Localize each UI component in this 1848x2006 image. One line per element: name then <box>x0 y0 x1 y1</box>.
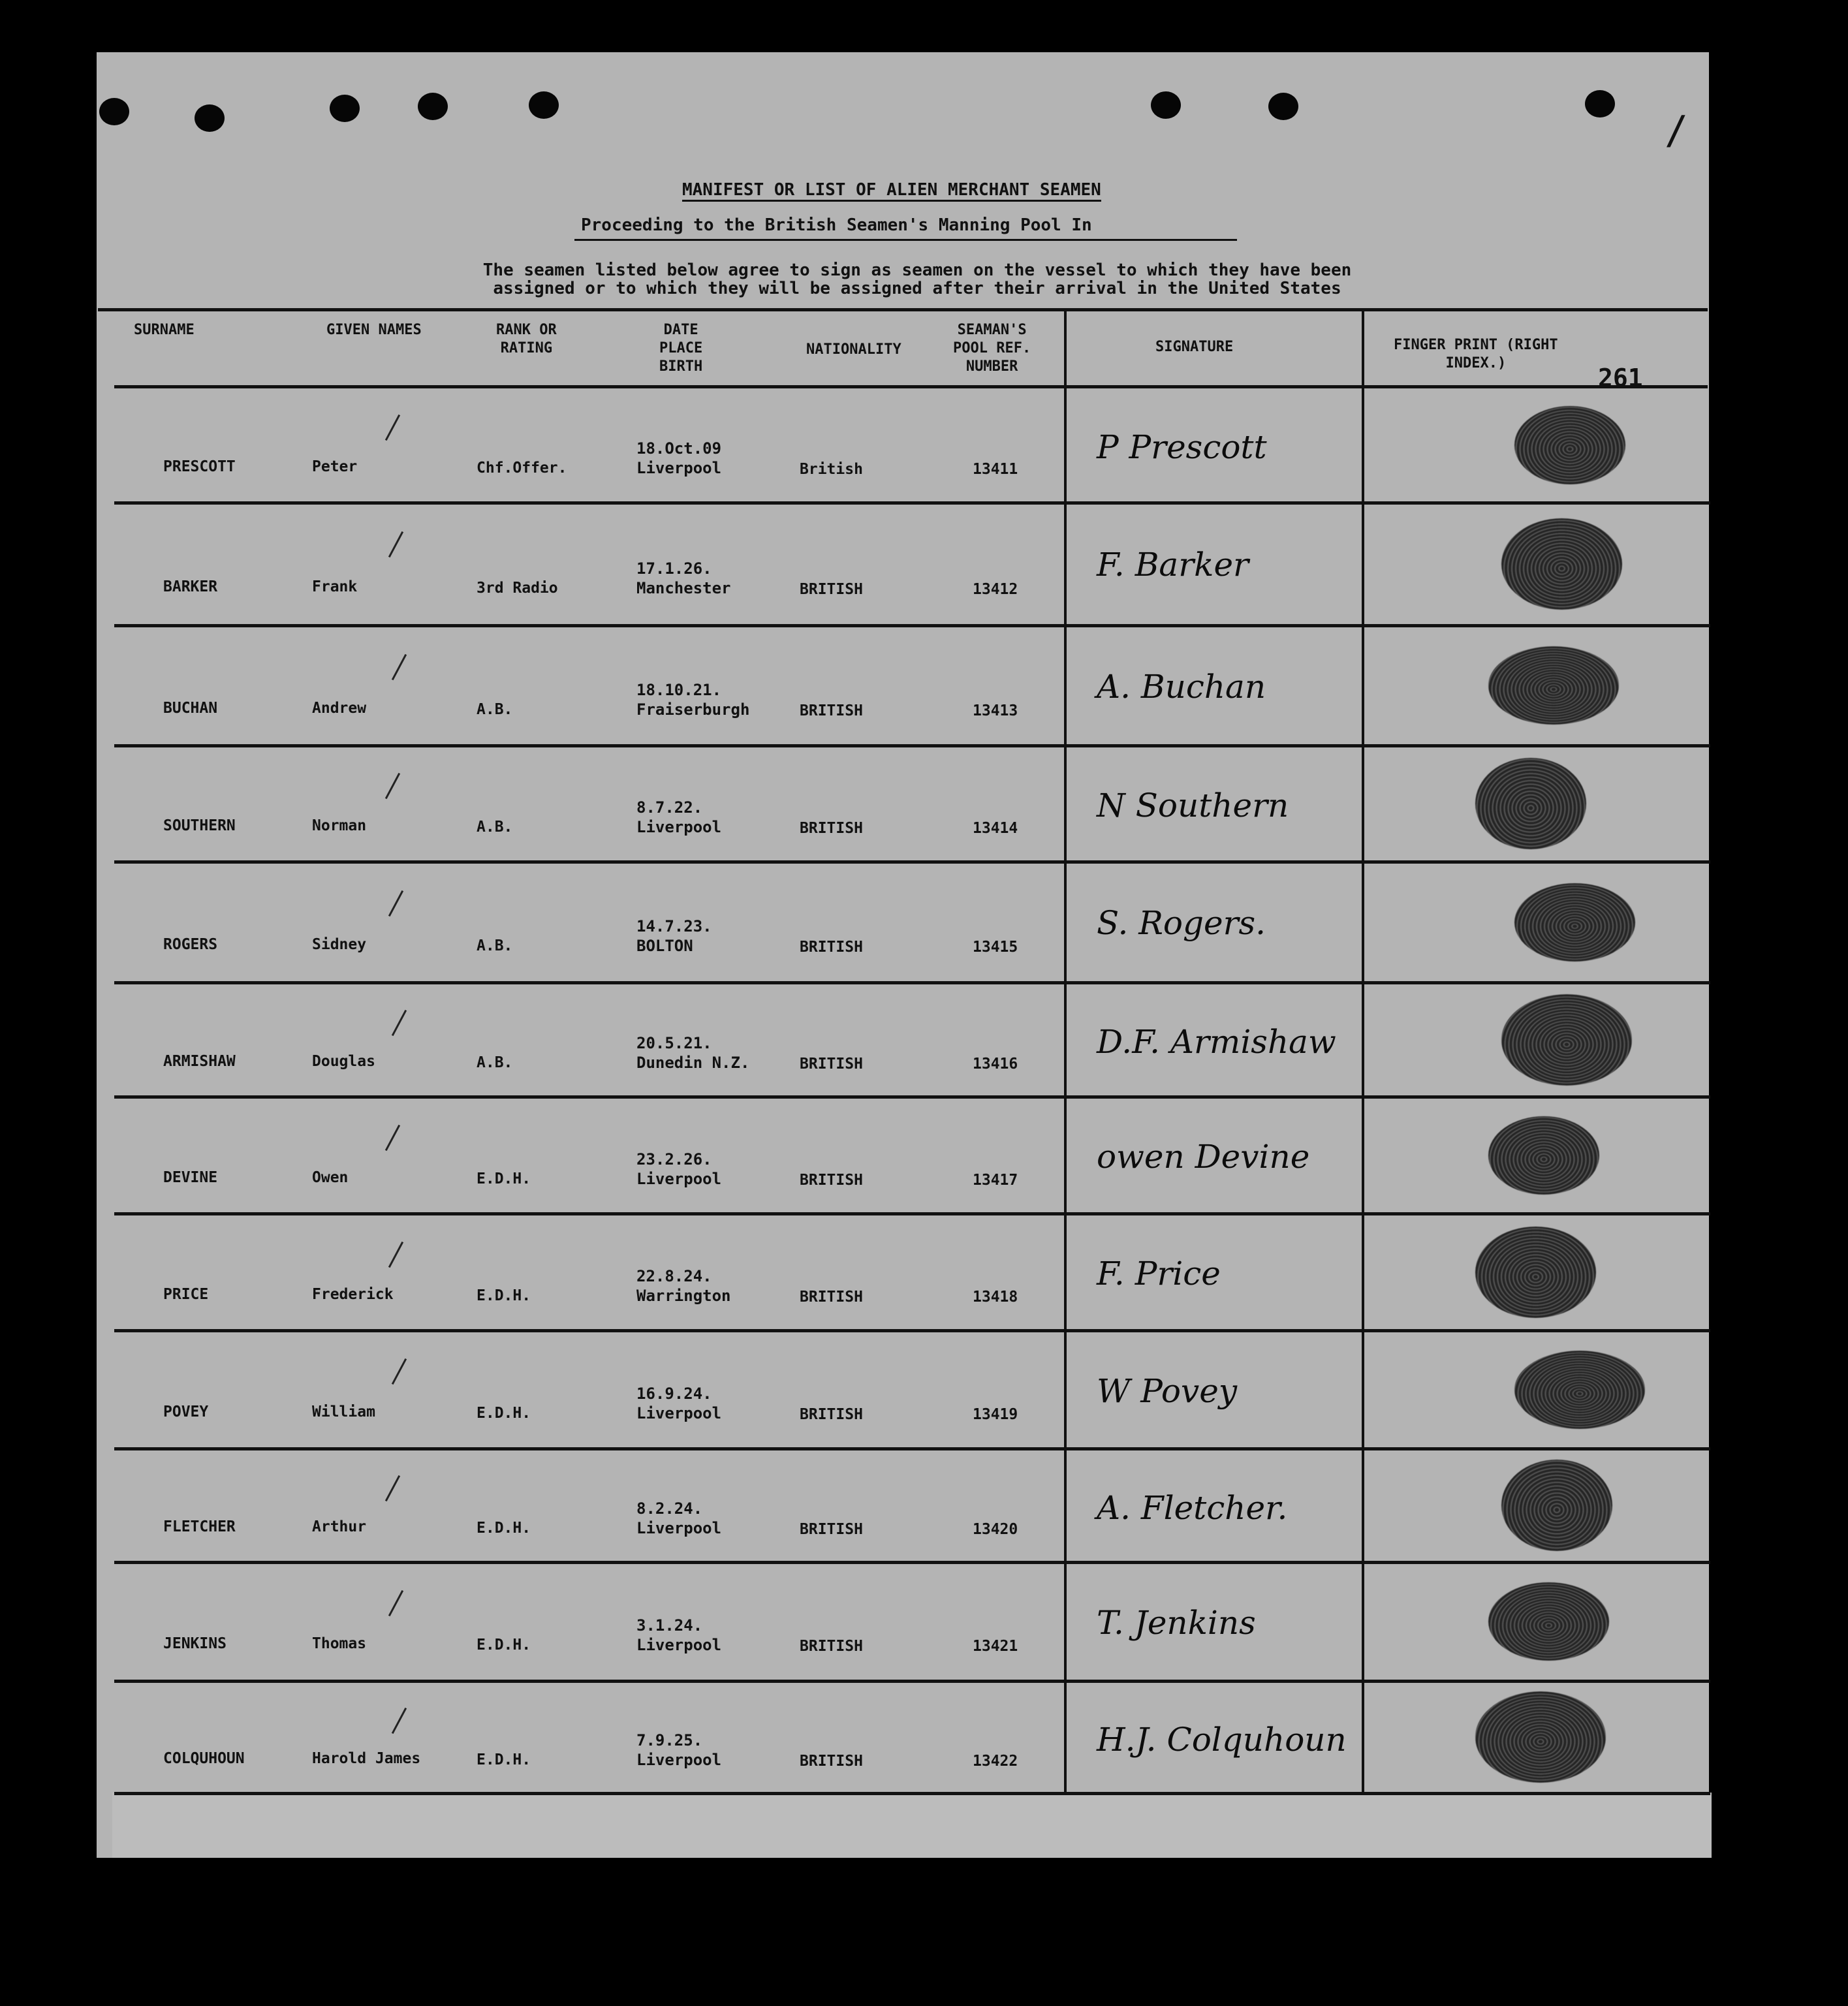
rank-cell: A.B. <box>477 818 513 836</box>
given-names-cell: Thomas <box>312 1635 367 1653</box>
rank-cell: E.D.H. <box>477 1520 531 1537</box>
nationality-cell: BRITISH <box>800 1171 863 1189</box>
col-header-pool-ref: SEAMAN'S POOL REF. NUMBER <box>953 322 1031 375</box>
surname-cell: ARMISHAW <box>163 1053 236 1071</box>
fingerprint-impression <box>1501 994 1632 1086</box>
nationality-cell: BRITISH <box>800 1288 863 1306</box>
nationality-cell: British <box>800 461 863 478</box>
row-rule <box>114 744 1710 747</box>
given-names-cell: Arthur <box>312 1518 367 1536</box>
signature-cell: P Prescott <box>1097 428 1267 466</box>
pool-ref-cell: 13414 <box>973 819 1018 837</box>
signature-cell: S. Rogers. <box>1097 904 1266 943</box>
given-names-cell: Peter <box>312 458 358 476</box>
given-names-cell: William <box>312 1403 375 1420</box>
rank-cell: Chf.Offer. <box>477 460 567 477</box>
fingerprint-impression <box>1475 1691 1606 1783</box>
punch-hole <box>1585 90 1615 118</box>
document-subtitle: Proceeding to the British Seamen's Manning Pool In <box>581 215 1092 235</box>
signature-cell: N Southern <box>1097 786 1289 824</box>
birth-date-place-cell: 16.9.24. Liverpool <box>636 1384 722 1422</box>
given-names-cell: Frank <box>312 578 358 596</box>
surname-cell: JENKINS <box>163 1635 227 1653</box>
punch-hole <box>99 98 129 125</box>
nationality-cell: BRITISH <box>800 819 863 837</box>
signature-cell: W Povey <box>1097 1371 1238 1410</box>
pool-ref-cell: 13419 <box>973 1405 1018 1423</box>
pool-ref-cell: 13421 <box>973 1638 1018 1655</box>
surname-cell: PRESCOTT <box>163 458 236 476</box>
row-rule <box>114 1447 1710 1450</box>
col-header-date-place-birth: DATE PLACE BIRTH <box>659 322 703 375</box>
surname-cell: ROGERS <box>163 936 218 954</box>
pool-ref-cell: 13420 <box>973 1521 1018 1539</box>
page-number: 261 <box>1598 364 1643 392</box>
given-names-cell: Sidney <box>312 936 367 954</box>
rank-cell: E.D.H. <box>477 1404 531 1422</box>
nationality-cell: BRITISH <box>800 581 863 599</box>
birth-date-place-cell: 8.2.24. Liverpool <box>636 1499 722 1538</box>
sheet-bottom-strip <box>112 1793 1712 1858</box>
corner-mark: / <box>1665 108 1689 153</box>
row-rule <box>114 1212 1710 1215</box>
document-title: MANIFEST OR LIST OF ALIEN MERCHANT SEAMEN <box>682 180 1101 202</box>
fingerprint-impression <box>1501 518 1622 610</box>
row-rule <box>114 1680 1710 1683</box>
col-header-rank: RANK OR RATING <box>496 322 557 356</box>
fingerprint-impression <box>1488 646 1619 725</box>
surname-cell: POVEY <box>163 1403 209 1420</box>
nationality-cell: BRITISH <box>800 1753 863 1770</box>
punch-hole <box>529 91 559 119</box>
nationality-cell: BRITISH <box>800 1405 863 1423</box>
pool-ref-cell: 13412 <box>973 581 1018 599</box>
birth-date-place-cell: 20.5.21. Dunedin N.Z. <box>636 1034 750 1073</box>
col-header-signature: SIGNATURE <box>1155 339 1234 355</box>
fingerprint-column-rule <box>1362 308 1364 1793</box>
fingerprint-impression <box>1475 1227 1596 1318</box>
fingerprint-impression <box>1488 1582 1609 1661</box>
row-rule <box>114 1329 1710 1332</box>
rank-cell: E.D.H. <box>477 1751 531 1769</box>
given-names-cell: Douglas <box>312 1053 375 1071</box>
pool-ref-cell: 13417 <box>973 1171 1018 1189</box>
col-header-nationality: NATIONALITY <box>806 341 901 358</box>
birth-date-place-cell: 3.1.24. Liverpool <box>636 1616 722 1655</box>
signature-column-rule <box>1064 308 1067 1793</box>
punch-hole <box>1268 93 1298 120</box>
col-header-fingerprint: FINGER PRINT (RIGHT INDEX.) <box>1394 337 1558 371</box>
col-header-given-names: GIVEN NAMES <box>326 322 422 338</box>
fingerprint-impression <box>1514 1351 1645 1429</box>
given-names-cell: Andrew <box>312 699 367 717</box>
signature-cell: A. Fletcher. <box>1097 1488 1288 1527</box>
surname-cell: DEVINE <box>163 1168 218 1186</box>
birth-date-place-cell: 22.8.24. Warrington <box>636 1266 731 1305</box>
punch-hole <box>195 104 225 132</box>
fingerprint-impression <box>1514 883 1635 962</box>
header-bottom-rule <box>114 385 1708 388</box>
nationality-cell: BRITISH <box>800 1638 863 1655</box>
birth-date-place-cell: 14.7.23. BOLTON <box>636 917 712 956</box>
signature-cell: F. Barker <box>1097 546 1249 584</box>
row-rule <box>114 624 1710 627</box>
pool-ref-cell: 13416 <box>973 1056 1018 1073</box>
pool-ref-cell: 13415 <box>973 939 1018 956</box>
surname-cell: PRICE <box>163 1285 209 1303</box>
table-bottom-rule <box>114 1792 1710 1795</box>
birth-date-place-cell: 8.7.22. Liverpool <box>636 798 722 836</box>
birth-date-place-cell: 23.2.26. Liverpool <box>636 1150 722 1188</box>
birth-date-place-cell: 7.9.25. Liverpool <box>636 1731 722 1770</box>
birth-date-place-cell: 17.1.26. Manchester <box>636 559 731 598</box>
pool-ref-cell: 13413 <box>973 702 1018 719</box>
row-rule <box>114 981 1710 984</box>
surname-cell: COLQUHOUN <box>163 1750 245 1768</box>
pool-ref-cell: 13422 <box>973 1753 1018 1770</box>
surname-cell: SOUTHERN <box>163 817 236 834</box>
fingerprint-impression <box>1475 758 1586 849</box>
rank-cell: A.B. <box>477 700 513 718</box>
fingerprint-impression <box>1488 1116 1599 1195</box>
nationality-cell: BRITISH <box>800 1521 863 1539</box>
row-rule <box>114 860 1710 864</box>
signature-cell: D.F. Armishaw <box>1097 1022 1336 1061</box>
rank-cell: E.D.H. <box>477 1637 531 1654</box>
nationality-cell: BRITISH <box>800 939 863 956</box>
given-names-cell: Owen <box>312 1168 349 1186</box>
nationality-cell: BRITISH <box>800 1056 863 1073</box>
punch-hole <box>330 95 360 122</box>
signature-cell: T. Jenkins <box>1097 1604 1256 1642</box>
table-top-rule <box>98 308 1708 311</box>
subtitle-underline <box>574 239 1237 241</box>
rank-cell: A.B. <box>477 1054 513 1072</box>
surname-cell: BARKER <box>163 578 218 596</box>
col-header-surname: SURNAME <box>134 322 195 338</box>
given-names-cell: Frederick <box>312 1285 394 1303</box>
signature-cell: H.J. Colquhoun <box>1097 1720 1347 1759</box>
signature-cell: owen Devine <box>1097 1138 1310 1176</box>
signature-cell: F. Price <box>1097 1255 1221 1293</box>
given-names-cell: Harold James <box>312 1750 421 1768</box>
given-names-cell: Norman <box>312 817 367 834</box>
fingerprint-impression <box>1501 1460 1612 1551</box>
punch-hole <box>1151 91 1181 119</box>
rank-cell: 3rd Radio <box>477 580 558 597</box>
rank-cell: E.D.H. <box>477 1287 531 1304</box>
surname-cell: FLETCHER <box>163 1518 236 1536</box>
rank-cell: A.B. <box>477 937 513 955</box>
signature-cell: A. Buchan <box>1097 668 1266 706</box>
row-rule <box>114 1561 1710 1564</box>
intro-text: The seamen listed below agree to sign as seamen on the vessel to which they have been assigned or to which they will be assigned after their arrival in the United States <box>482 260 1352 298</box>
rank-cell: E.D.H. <box>477 1170 531 1187</box>
pool-ref-cell: 13411 <box>973 461 1018 478</box>
birth-date-place-cell: 18.Oct.09 Liverpool <box>636 439 722 478</box>
row-rule <box>114 1095 1710 1099</box>
punch-hole <box>418 93 448 120</box>
nationality-cell: BRITISH <box>800 702 863 719</box>
birth-date-place-cell: 18.10.21. Fraiserburgh <box>636 680 750 719</box>
row-rule <box>114 501 1710 505</box>
pool-ref-cell: 13418 <box>973 1288 1018 1306</box>
fingerprint-impression <box>1514 406 1625 484</box>
surname-cell: BUCHAN <box>163 699 218 717</box>
